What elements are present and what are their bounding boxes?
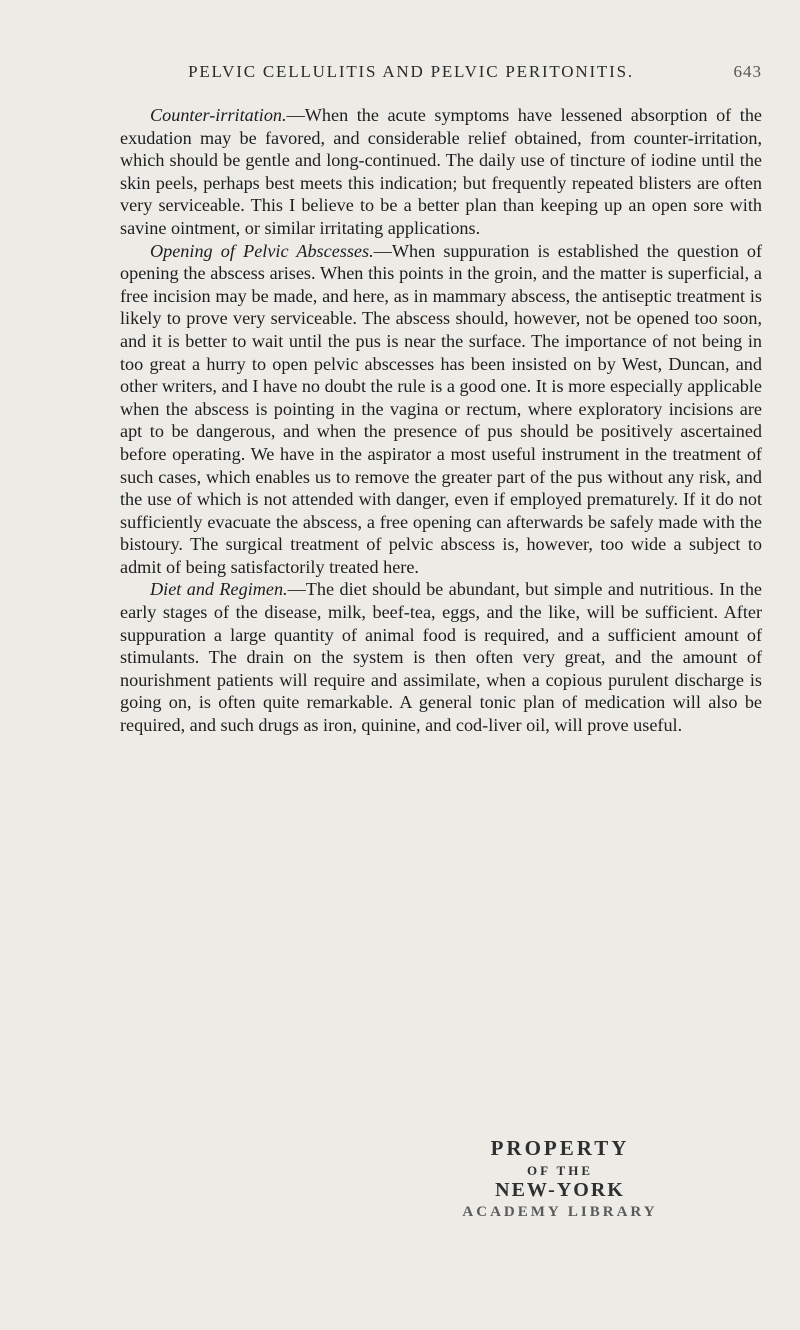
paragraph-heading: Diet and Regimen. [150, 579, 288, 600]
stamp-line-new-york: NEW-YORK [495, 1179, 625, 1201]
stamp-line-of-the: OF THE [526, 1163, 594, 1178]
stamp-line-library: ACADEMY LIBRARY [462, 1204, 658, 1220]
paragraph-heading: Counter-irritation. [150, 105, 287, 125]
paragraph-diet-and-regimen [120, 578, 762, 736]
paragraph-counter-irritation [120, 104, 762, 240]
paragraph-text: —When suppuration is established the question of opening the abscess arises. When this points in the groin, and the matter is superficial, a free incision may be made, and here, as in mammary abscess, the antiseptic treatment is likely to prove very serviceable. The abscess should, however, not be opened too soon, and it is better to wait until the pus is near the surface. The importance of not being in too great a hurry to open pelvic abscesses has been insisted on by West, Duncan, and other writers, and I have no doubt the rule is a good one. It is more especially applicable when the abscess is pointing in the vagina or rectum, where exploratory incisions are apt to be dangerous, and when the presence of pus should be positively ascertained before operating. We have in the aspirator a most useful instrument in the treatment of such cases, which enables us to remove the greater part of the pus without any risk, and the use of which is not attended with danger, even if employed prematurely. If it do not sufficiently evacuate the abscess, a free opening can afterwards be safely made with the bistoury. The surgical treatment of pelvic abscess is, however, too wide a subject to admit of being satisfactorily treated here. [120, 240, 763, 577]
paragraph-text: —The diet should be abundant, but simple and nutritious. In the early stages of the disease, milk, beef-tea, eggs, and the like, will be sufficient. After suppuration a large quantity of animal food is required, and a sufficient amount of stimulants. The drain on the system is then often very great, and the amount of nourishment patients will require and assimilate, when a copious purulent discharge is going on, is often quite remarkable. A general tonic plan of medication will also be required, and such drugs as iron, quinine, and cod-liver oil, will prove useful. [120, 579, 762, 736]
stamp-line-property: PROPERTY [490, 1136, 630, 1160]
paragraph-heading: Opening of Pelvic Abscesses. [150, 240, 374, 261]
library-stamp [445, 1136, 675, 1221]
body-text [120, 104, 762, 737]
paragraph-opening-of-abscesses [120, 240, 762, 579]
paragraph-text: —When the acute symptoms have lessened absorption of the exudation may be favored, and considerable relief obtained, from counter-irritation, which should be gentle and long-continued. The daily use of tincture of iodine until the skin peels, perhaps best meets this indication; but frequently repeated blisters are often very serviceable. This I believe to be a better plan than keeping up an open sore with savine ointment, or similar irritating applications. [120, 105, 762, 238]
running-head-title: PELVIC CELLULITIS AND PELVIC PERITONITIS. [188, 62, 634, 81]
running-head [120, 62, 762, 86]
page-number: 643 [733, 62, 762, 81]
